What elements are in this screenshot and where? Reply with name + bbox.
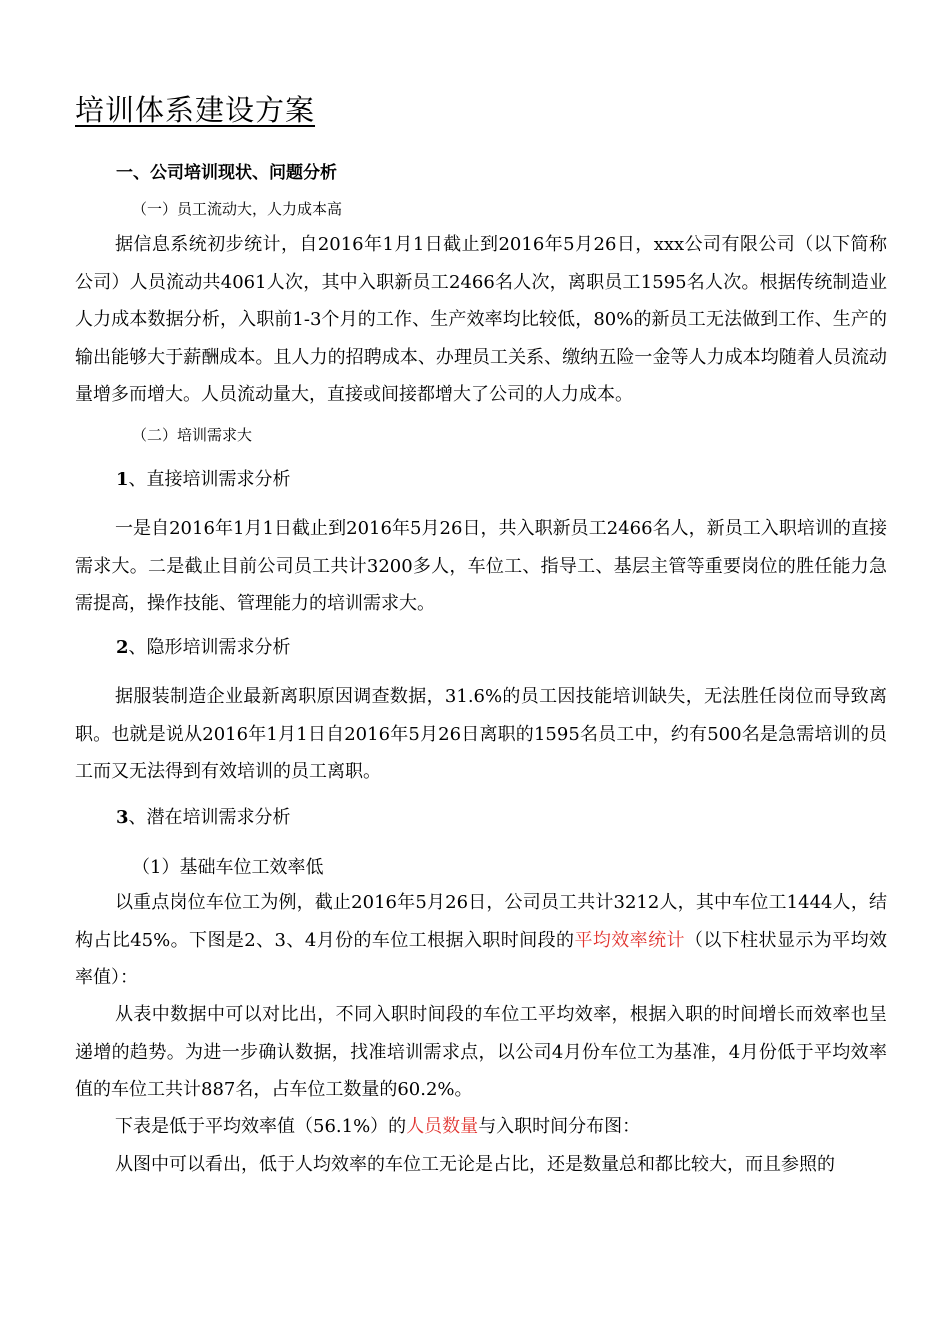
item-number-2: 2 xyxy=(116,637,129,658)
subsection-heading-1: （一）员工流动大，人力成本高 xyxy=(132,200,343,218)
paragraph-3: 据服装制造企业最新离职原因调查数据，31.6%的员工因技能培训缺失，无法胜任岗位而导致离职。也就是说从2016年1月1日自2016年5月26日离职的1595名员工中，约有500名是急需培训的员工而又无法得到有效培训的员工离职。 xyxy=(75,686,887,782)
paragraph-6-text-a: 下表是低于平均效率值（56.1%）的 xyxy=(115,1116,407,1137)
document-title: 培训体系建设方案 xyxy=(75,93,316,127)
item-heading-3 xyxy=(116,803,291,829)
item-text-2: 、隐形培训需求分析 xyxy=(128,637,291,658)
paragraph-6-text-b: 与入职时间分布图： xyxy=(478,1116,641,1137)
highlight-headcount: 人员数量 xyxy=(406,1116,479,1137)
item-text-1: 、直接培训需求分析 xyxy=(128,469,291,490)
highlight-average-efficiency: 平均效率统计 xyxy=(574,929,685,951)
item-heading-2 xyxy=(116,633,291,659)
section-heading-1: 一、公司培训现状、问题分析 xyxy=(116,163,337,183)
item-text-3: 、潜在培训需求分析 xyxy=(128,807,291,828)
item-number-1: 1 xyxy=(116,469,129,490)
paragraph-5: 从表中数据中可以对比出，不同入职时间段的车位工平均效率，根据入职的时间增长而效率也呈递增的趋势。为进一步确认数据，找准培训需求点，以公司4月份车位工为基准，4月份低于平均效率值的车位工共计887名，占车位工数量的60.2%。 xyxy=(75,1004,887,1100)
paragraph-2: 一是自2016年1月1日截止到2016年5月26日，共入职新员工2466名人，新员工入职培训的直接需求大。二是截止目前公司员工共计3200多人，车位工、指导工、基层主管等重要岗位的胜任能力急需提高，操作技能、管理能力的培训需求大。 xyxy=(75,518,887,614)
paragraph-4-text-a: 以重点岗位车位工为例，截止2016年5月26日，公司员工共计3212人，其中车位工1444人，结构占比45%。下图是2、3、4月份的车位工根据入职时间段的 xyxy=(75,892,887,951)
paragraph-7: 从图中可以看出，低于人均效率的车位工无论是占比，还是数量总和都比较大，而且参照的 xyxy=(115,1154,835,1175)
paragraph-1: 据信息系统初步统计，自2016年1月1日截止到2016年5月26日，xxx公司有限公司（以下简称公司）人员流动共4061人次，其中入职新员工2466名人次，离职员工1595名人次。根据传统制造业人力成本数据分析，入职前1-3个月的工作、生产效率均比较低，80%的新员工无法做到工作、生产的输出能够大于薪酬成本。且人力的招聘成本、办理员工关系、缴纳五险一金等人力成本均随着人员流动量增多而增大。人员流动量大，直接或间接都增大了公司的人力成本。 xyxy=(75,234,887,405)
subsection-heading-2: （二）培训需求大 xyxy=(132,426,253,444)
item-number-3: 3 xyxy=(116,807,129,828)
paragraph-4-text-b: （以下柱状显示为平均效率值）： xyxy=(75,929,888,988)
paragraph-4 xyxy=(75,884,887,997)
paragraph-6 xyxy=(75,1108,887,1146)
item-heading-1 xyxy=(116,465,291,491)
sub-item-heading-1: （1）基础车位工效率低 xyxy=(132,857,324,878)
